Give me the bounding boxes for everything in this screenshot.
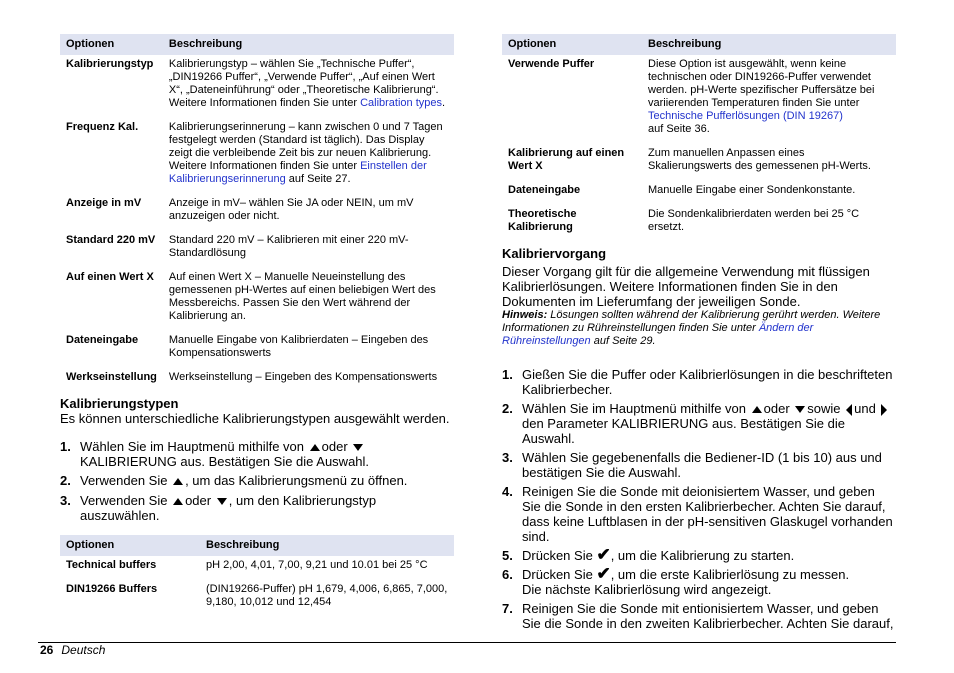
option-cell: Verwende Puffer [508,58,595,70]
options-table-2 [60,535,454,617]
down-arrow-icon [217,498,227,505]
description-suffix: . [442,97,446,109]
step-text: und [854,401,876,416]
description-cell: Werkseinstellung – Eingeben des Kompensationswerts [168,371,438,383]
technical-buffers-link[interactable]: Technische Pufferlösungen (DIN 19267) [648,110,843,122]
description-cell: pH 2,00, 4,01, 7,00, 9,21 und 10.01 bei 25 °C [206,559,428,571]
list-item [502,367,896,397]
table-row [60,368,454,392]
options-table-1 [60,34,454,392]
list-item [502,601,896,631]
step-text: , um das Kalibrierungsmenü zu öffnen. [185,473,408,488]
step-text: Drücken Sie [522,548,593,563]
step-text: sowie [807,401,841,416]
step-text: den Parameter KALIBRIERUNG aus. Bestätigen Sie die Auswahl. [522,416,845,446]
table-row [60,118,454,194]
intro-paragraph: Dieser Vorgang gilt für die allgemeine Verwendung mit flüssigen Kalibrierlösungen. Weitere Informationen finden Sie in den Dokumenten im Lieferumfang der jeweiligen Sonde. [502,264,870,309]
table-row [502,181,896,205]
option-cell: Dateneingabe [508,184,581,196]
option-cell: Technical buffers [66,559,157,571]
note-suffix: auf Seite 29. [590,335,656,347]
footer-divider [38,642,896,643]
steps-list [60,439,454,523]
table-row [60,580,454,617]
step-text: Drücken Sie [522,567,593,582]
step-number: 2. [502,401,513,416]
table-row [60,55,454,118]
right-arrow-icon [881,404,887,416]
column-header: Optionen [60,535,200,556]
description-cell: Die Sondenkalibrierdaten werden bei 25 °C ersetzt. [648,208,860,233]
step-text: Verwenden Sie [80,473,168,488]
description-cell: (DIN19266-Puffer) pH 1,679, 4,006, 6,865, 7,000, 9,180, 10,012 und 12,454 [206,583,448,608]
description-suffix: auf Seite 36. [648,123,710,135]
step-text: Verwenden Sie [80,493,168,508]
step-number: 5. [502,548,513,563]
left-column [60,34,454,617]
step-text: KALIBRIERUNG aus. Bestätigen Sie die Auswahl. [80,454,370,469]
list-item [502,450,896,480]
description-cell [163,55,454,118]
description-cell: Anzeige in mV– wählen Sie JA oder NEIN, um mV anzuzeigen oder nicht. [168,197,414,222]
page-number: 26 [40,643,54,657]
column-header: Optionen [502,34,642,55]
calibration-types-link[interactable]: Calibration types [360,97,443,109]
table-row [60,231,454,268]
column-header: Beschreibung [642,34,896,55]
step-text: oder [321,439,348,454]
description-suffix: auf Seite 27. [285,173,351,185]
description-cell: Standard 220 mV – Kalibrieren mit einer 220 mV-Standardlösung [168,234,409,259]
table-row [60,268,454,331]
up-arrow-icon [752,406,762,413]
down-arrow-icon [795,406,805,413]
step-text: , um die erste Kalibrierlösung zu messen. [610,567,850,582]
up-arrow-icon [310,444,320,451]
list-item [502,401,896,446]
step-text: Reinigen Sie die Sonde mit deionisiertem Wasser, und geben Sie die Sonde in den ersten Kalibrierbecher. Achten Sie darauf, dass keine Luftblasen in der pH-sensitiven Glaskugel vorhanden sind. [522,484,893,544]
calibration-reminder-link[interactable]: Einstellen der Kalibrierungserinnerung [168,160,427,185]
step-number: 1. [60,439,71,454]
down-arrow-icon [353,444,363,451]
step-number: 3. [502,450,513,465]
option-cell: Anzeige in mV [66,197,142,209]
note-label: Hinweis: [502,309,548,321]
intro-paragraph: Es können unterschiedliche Kalibrierungstypen ausgewählt werden. [60,411,450,426]
list-item [60,473,454,488]
section-title-calibration-procedure: Kalibriervorgang [502,246,607,261]
step-text: Wählen Sie im Hauptmenü mithilfe von [80,439,304,454]
list-item [502,564,896,597]
description-text: Kalibrierungserinnerung – kann zwischen 0 und 7 Tagen festgelegt werden (Standard ist täglich). Das Display zeigt die verbleibende Zeit bis zur neuen Kalibrierung. Weitere Informationen finden Sie unter [168,121,443,172]
step-text: oder [763,401,790,416]
column-header: Beschreibung [163,34,454,55]
description-cell: Zum manuellen Anpassen eines Skalierungswerts des gemessenen pH-Werts. [648,147,871,172]
step-text: , um die Kalibrierung zu starten. [610,548,795,563]
table-header-row [60,535,454,556]
option-cell: Dateneingabe [66,334,139,346]
checkmark-icon: ✔ [596,545,611,564]
option-cell: DIN19266 Buffers [66,583,158,595]
step-text: , um den Kalibrierungstyp auszuwählen. [80,493,377,523]
step-text: Wählen Sie gegebenenfalls die Bediener-ID (1 bis 10) aus und bestätigen Sie die Auswahl. [522,450,882,480]
description-cell [642,55,896,144]
option-cell: Standard 220 mV [66,234,156,246]
options-table-3 [502,34,896,242]
list-item [60,439,454,469]
right-column [502,34,896,631]
table-row [60,194,454,231]
page-footer [40,643,105,657]
list-item [502,484,896,544]
step-number: 6. [502,567,513,582]
step-text: Gießen Sie die Puffer oder Kalibrierlösungen in die beschrifteten Kalibrierbecher. [522,367,893,397]
description-cell: Manuelle Eingabe von Kalibrierdaten – Eingeben des Kompensationswerts [168,334,429,359]
steps-list [502,367,896,631]
step-text: Reinigen Sie die Sonde mit entionisiertem Wasser, und geben Sie die Sonde in den zweiten Kalibrierbecher. Achten Sie darauf, [522,601,894,631]
up-arrow-icon [173,478,183,485]
table-row [502,205,896,242]
section-title-calibration-types: Kalibrierungstypen [60,396,179,411]
option-cell: Frequenz Kal. [66,121,139,133]
step-text: Die nächste Kalibrierlösung wird angezeigt. [522,582,772,597]
step-number: 1. [502,367,513,382]
option-cell: Theoretische Kalibrierung [508,208,577,233]
option-cell: Auf einen Wert X [66,271,154,283]
option-cell: Kalibrierung auf einen Wert X [508,147,625,172]
up-arrow-icon [173,498,183,505]
option-cell: Werkseinstellung [66,371,157,383]
note-paragraph [502,309,896,348]
list-item [60,493,454,523]
table-row [60,331,454,368]
column-header: Optionen [60,34,163,55]
step-number: 4. [502,484,513,499]
step-number: 2. [60,473,71,488]
table-row [502,55,896,144]
description-cell: Auf einen Wert X – Manuelle Neueinstellung des gemessenen pH-Wertes auf einen beliebigen Wert des Messbereichs. Passen Sie den Wert während der Kalibrierung an. [168,271,436,322]
step-text: Wählen Sie im Hauptmenü mithilfe von [522,401,746,416]
description-text: Kalibrierungstyp – wählen Sie „Technische Puffer“, „DIN19266 Puffer“, „Verwende Puffer“, „Auf einen Wert X“, „Dateneinführung“ oder „Theoretische Kalibrierung“. Weitere Informationen finden Sie unter [168,58,439,109]
column-header: Beschreibung [200,535,454,556]
note-text: Lösungen sollten während der Kalibrierung gerührt werden. Weitere Informationen zu Rühreinstellungen finden Sie unter [502,309,881,334]
checkmark-icon: ✔ [596,564,611,583]
step-text: oder [185,493,212,508]
option-cell: Kalibrierungstyp [66,58,154,70]
left-arrow-icon [846,404,852,416]
table-header-row [502,34,896,55]
description-text: Diese Option ist ausgewählt, wenn keine technischen oder DIN19266-Puffer verwendet werden. pH-Werte spezifischer Puffersätze bei variierenden Temperaturen finden Sie unter [648,58,875,109]
step-number: 7. [502,601,513,616]
table-row [502,144,896,181]
stirring-settings-link[interactable]: Ändern der Rühreinstellungen [502,322,814,347]
table-header-row [60,34,454,55]
step-number: 3. [60,493,71,508]
table-row [60,556,454,580]
footer-language: Deutsch [61,643,106,657]
description-cell [163,118,454,194]
list-item [502,545,896,564]
description-cell: Manuelle Eingabe einer Sondenkonstante. [648,184,856,196]
